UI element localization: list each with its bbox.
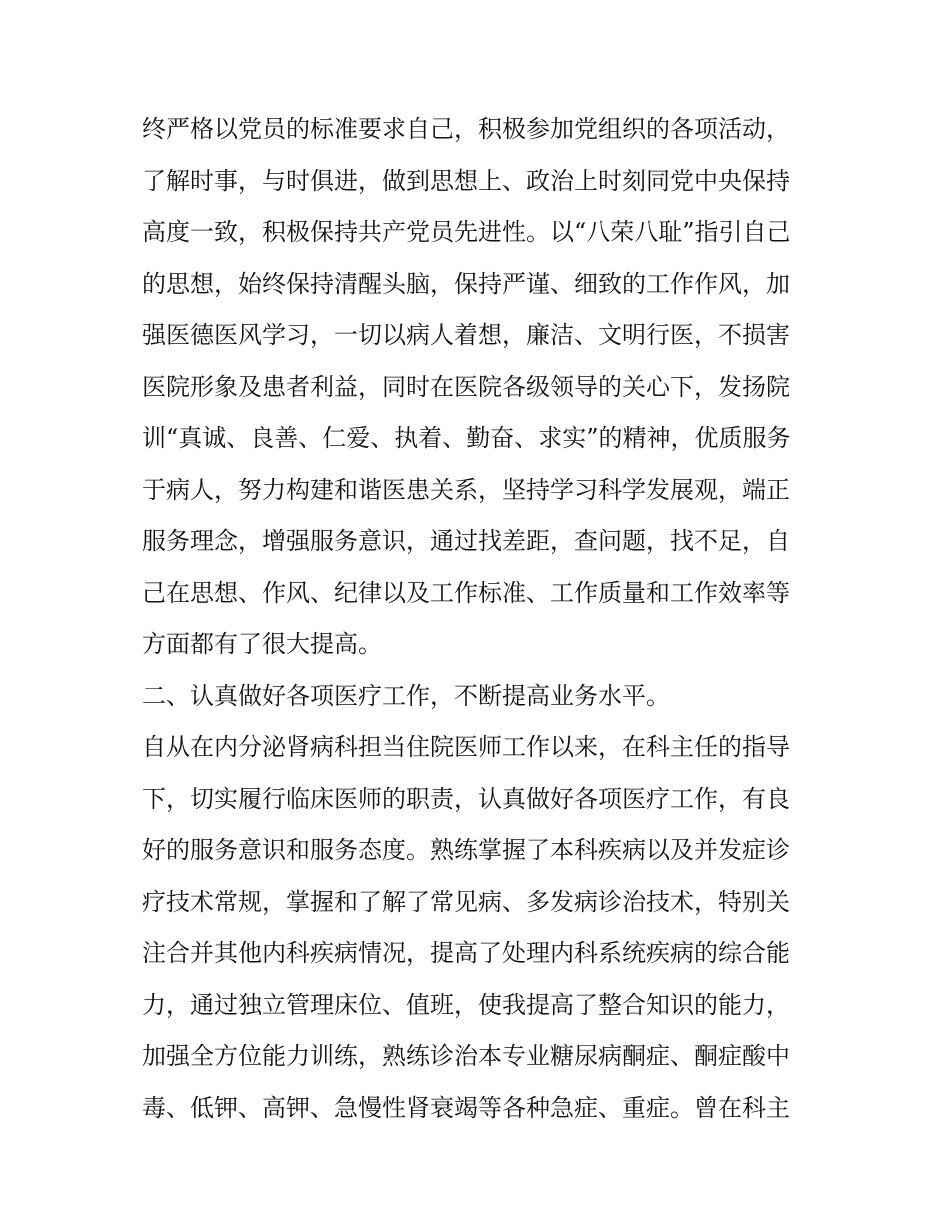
body-text [142, 104, 832, 1134]
text-line: 下，切实履行临床医师的职责，认真做好各项医疗工作，有良 [142, 784, 790, 813]
text-line: 高度一致，积极保持共产党员先进性。以“八荣八耻”指引自己 [142, 218, 791, 246]
text-line: 服务理念，增强服务意识，通过找差距，查问题，找不足，自 [142, 527, 790, 555]
text-line: 加强全方位能力训练，熟练诊治本专业糖尿病酮症、酮症酸中 [142, 1042, 790, 1070]
text-line: 自从在内分泌肾病科担当住院医师工作以来，在科主任的指导 [142, 733, 790, 761]
text-line: 于病人，努力构建和谐医患关系，坚持学习科学发展观，端正 [142, 475, 790, 504]
text-line: 己在思想、作风、纪律以及工作标准、工作质量和工作效率等 [142, 578, 790, 607]
text-line: 好的服务意识和服务态度。熟练掌握了本科疾病以及并发症诊 [142, 836, 790, 864]
text-line: 疗技术常规，掌握和了解了常见病、多发病诊治技术，特别关 [142, 887, 790, 916]
text-line: 医院形象及患者利益，同时在医院各级领导的关心下，发扬院 [142, 372, 790, 401]
text-line: 毒、低钾、高钾、急慢性肾衰竭等各种急症、重症。曾在科主 [142, 1093, 790, 1122]
text-line: 终严格以党员的标准要求自己，积极参加党组织的各项活动， [142, 115, 790, 143]
section-heading: 二、认真做好各项医疗工作，不断提高业务水平。 [142, 681, 670, 710]
text-line: 了解时事，与时俱进，做到思想上、政治上时刻同党中央保持 [142, 166, 790, 195]
text-line: 方面都有了很大提高。 [142, 630, 382, 658]
text-line: 力，通过独立管理床位、值班，使我提高了整合知识的能力， [142, 990, 790, 1019]
text-line: 训“真诚、良善、仁爱、执着、勤奋、求实”的精神，优质服务 [142, 424, 791, 452]
text-line: 强医德医风学习，一切以病人着想，廉洁、文明行医，不损害 [142, 321, 790, 349]
text-line: 的思想，始终保持清醒头脑，保持严谨、细致的工作作风，加 [142, 269, 790, 298]
text-line: 注合并其他内科疾病情况，提高了处理内科系统疾病的综合能 [142, 939, 790, 967]
